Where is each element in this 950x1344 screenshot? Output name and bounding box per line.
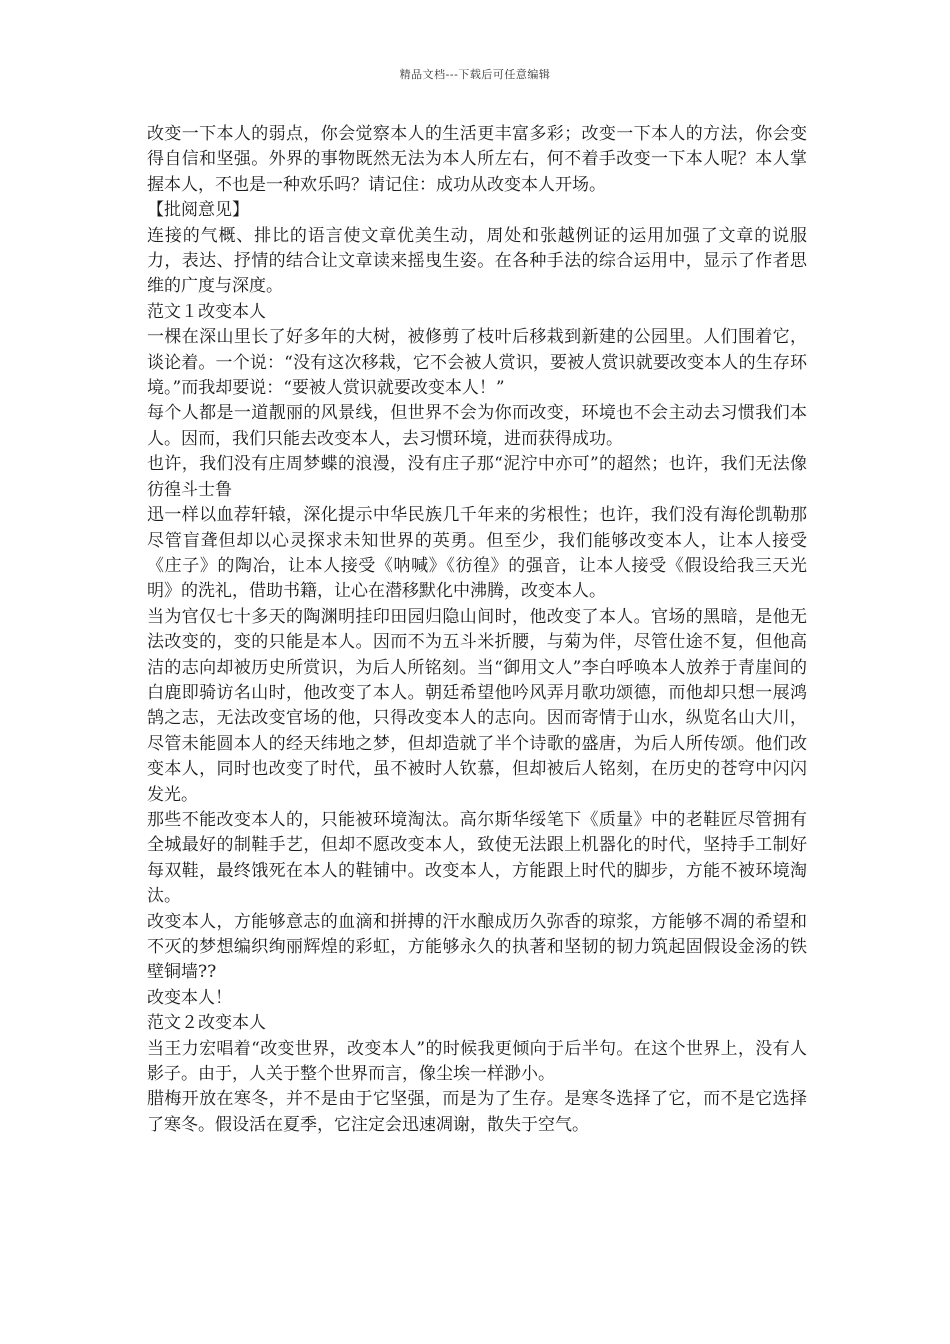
essay-2-title: 范文２改变本人: [147, 1013, 266, 1034]
paragraph: 迅一样以血荐轩辕，深化提示中华民族几千年来的劣根性；也许，我们没有海伦凯勒那尽管盲聋但却以心灵探求未知世界的英勇。但至少，我们能够改变本人，让本人接受《庄子》的陶冶，让本人接受《呐喊》《彷徨》的强音，让本人接受《假设给我三天光明》的洗礼，借助书籍，让心在潜移默化中沸腾，改变本人。: [147, 505, 807, 602]
paragraph: 改变本人，方能够意志的血滴和拼搏的汗水酿成历久弥香的琼浆，方能够不凋的希望和不灭的梦想编织绚丽辉煌的彩虹，方能够永久的执著和坚韧的韧力筑起固假设金汤的铁壁铜墙??: [147, 911, 807, 983]
review-heading: 【批阅意见】: [147, 200, 249, 221]
document-body: [147, 122, 807, 1138]
paragraph: 连接的气概、排比的语言使文章优美生动，周处和张越例证的运用加强了文章的说服力，表达、抒情的结合让文章读来摇曳生姿。在各种手法的综合运用中，显示了作者思维的广度与深度。: [147, 225, 807, 297]
page-header: 精品文档---下载后可任意编辑: [399, 68, 551, 81]
paragraph: 改变本人！: [147, 987, 232, 1008]
paragraph: 腊梅开放在寒冬，并不是由于它坚强，而是为了生存。是寒冬选择了它，而不是它选择了寒冬。假设活在夏季，它注定会迅速凋谢，散失于空气。: [147, 1089, 807, 1135]
paragraph: 当为官仅七十多天的陶渊明挂印田园归隐山间时，他改变了本人。官场的黑暗，是他无法改变的，变的只能是本人。因而不为五斗米折腰，与菊为伴，尽管仕途不复，但他高洁的志向却被历史所赏识，为后人所铭刻。当“御用文人”李白呼唤本人放养于青崖间的白鹿即骑访名山时，他改变了本人。朝廷希望他吟风弄月歌功颂德，而他却只想一展鸿鹄之志，无法改变官场的他，只得改变本人的志向。因而寄情于山水，纵览名山大川，尽管未能圆本人的经天纬地之梦，但却造就了半个诗歌的盛唐，为后人所传颂。他们改变本人，同时也改变了时代，虽不被时人钦慕，但却被后人铭刻，在历史的苍穹中闪闪发光。: [147, 606, 807, 805]
paragraph: 每个人都是一道靓丽的风景线，但世界不会为你而改变，环境也不会主动去习惯我们本人。因而，我们只能去改变本人，去习惯环境，进而获得成功。: [147, 403, 807, 449]
essay-1-title: 范文１改变本人: [147, 301, 266, 322]
paragraph: 当王力宏唱着“改变世界，改变本人”的时候我更倾向于后半句。在这个世界上，没有人影子。由于，人关于整个世界而言，像尘埃一样渺小。: [147, 1038, 807, 1085]
paragraph: 一棵在深山里长了好多年的大树，被修剪了枝叶后移栽到新建的公园里。人们围着它，谈论着。一个说：“没有这次移栽，它不会被人赏识，要被人赏识就要改变本人的生存环境。”而我却要说：“要被人赏识就要改变本人！”: [147, 327, 807, 399]
paragraph: 那些不能改变本人的，只能被环境淘汰。高尔斯华绥笔下《质量》中的老鞋匠尽管拥有全城最好的制鞋手艺，但却不愿改变本人，致使无法跟上机器化的时代，坚持手工制好每双鞋，最终饿死在本人的鞋铺中。改变本人，方能跟上时代的脚步，方能不被环境淘汰。: [147, 809, 807, 907]
paragraph: 改变一下本人的弱点，你会觉察本人的生活更丰富多彩；改变一下本人的方法，你会变得自信和坚强。外界的事物既然无法为本人所左右，何不着手改变一下本人呢？本人掌握本人，不也是一种欢乐吗？请记住：成功从改变本人开场。: [147, 124, 807, 195]
paragraph: 也许，我们没有庄周梦蝶的浪漫，没有庄子那“泥泞中亦可”的超然；也许，我们无法像彷徨斗士鲁: [147, 454, 807, 500]
